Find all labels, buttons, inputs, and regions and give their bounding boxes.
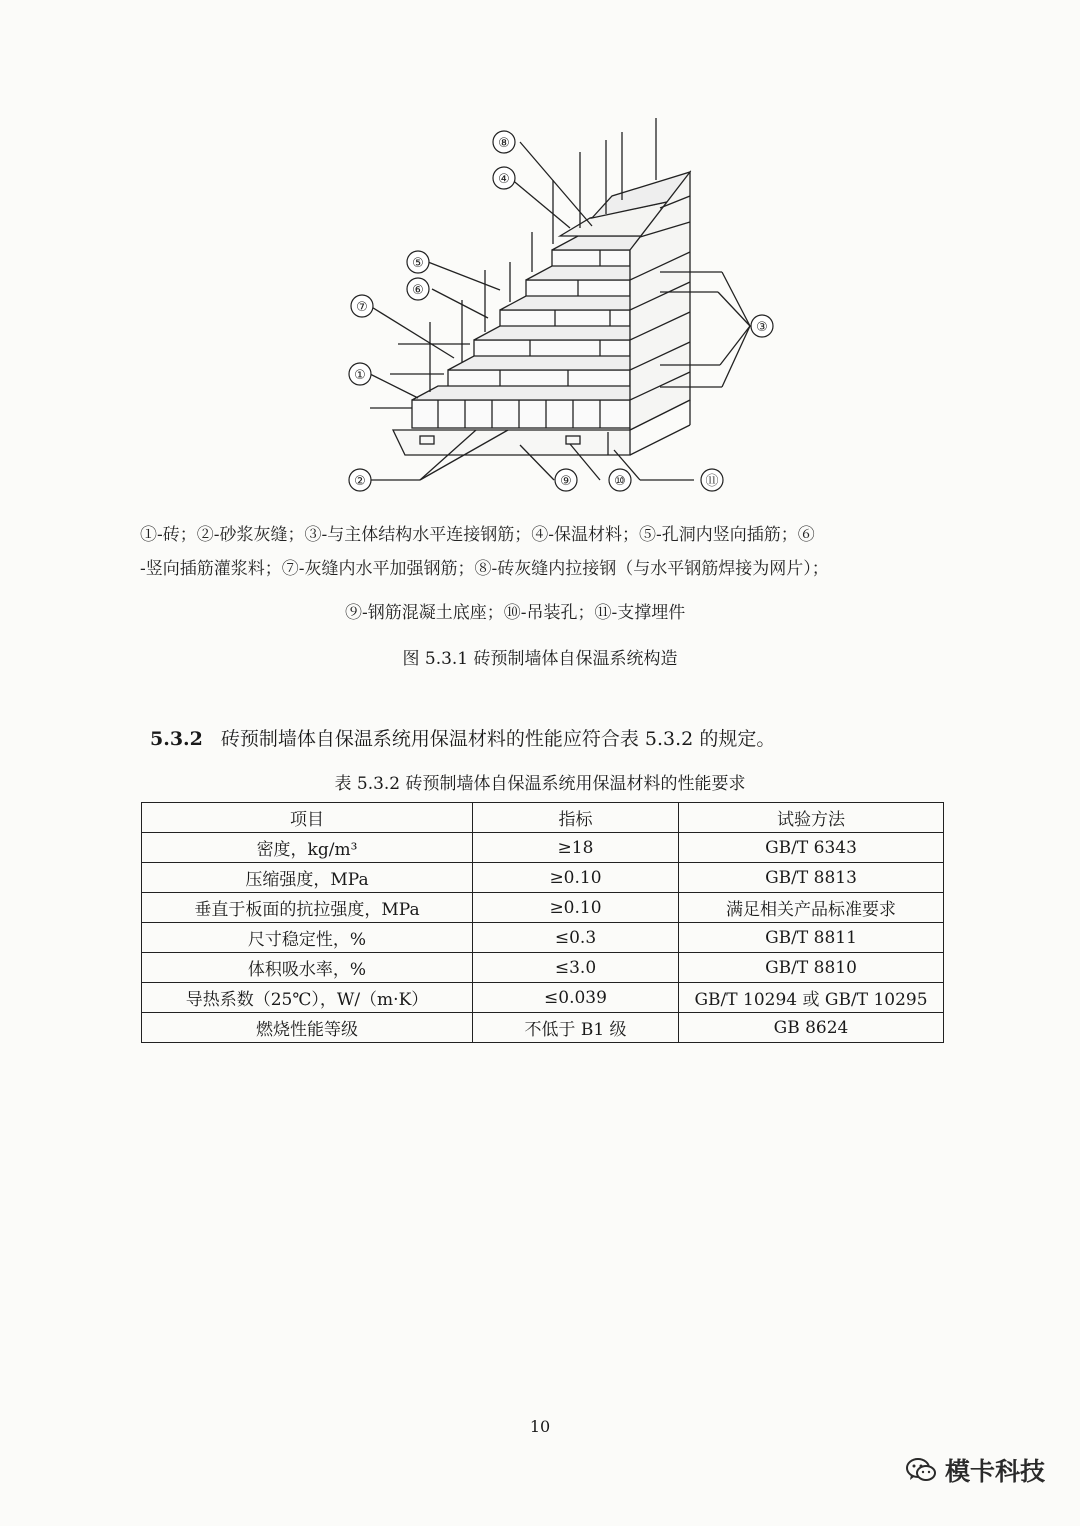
cell-method: GB 8624 (679, 1013, 944, 1043)
callout-7: ⑦ (356, 300, 368, 315)
table-row (142, 923, 944, 953)
clause-text: 砖预制墙体自保温系统用保温材料的性能应符合表 5.3.2 的规定。 (220, 728, 776, 750)
cell-indicator: ≥0.10 (473, 863, 679, 893)
cell-indicator: ≤0.039 (473, 983, 679, 1013)
callout-6: ⑥ (412, 283, 424, 298)
cell-method: GB/T 10294 或 GB/T 10295 (679, 983, 944, 1013)
cell-method: GB/T 8811 (679, 923, 944, 953)
figure-caption: 图 5.3.1 砖预制墙体自保温系统构造 (402, 649, 678, 669)
callout-8: ⑧ (498, 136, 510, 151)
cell-method: GB/T 6343 (679, 833, 944, 863)
header-test-method: 试验方法 (679, 803, 944, 833)
table-row (142, 833, 944, 863)
callout-9: ⑨ (560, 474, 572, 489)
table-row (142, 953, 944, 983)
legend-line-3: ⑨-钢筋混凝土底座；⑩-吊装孔；⑪-支撑埋件 (345, 603, 686, 623)
cell-item: 导热系数（25℃），W/（m·K） (142, 983, 473, 1013)
cell-method: GB/T 8810 (679, 953, 944, 983)
performance-table (141, 802, 944, 1043)
callout-1: ① (354, 368, 366, 383)
clause-5-3-2 (150, 724, 775, 751)
cell-item: 体积吸水率，% (142, 953, 473, 983)
table-row (142, 983, 944, 1013)
clause-number: 5.3.2 (150, 728, 203, 750)
cell-item: 燃烧性能等级 (142, 1013, 473, 1043)
cell-item: 密度，kg/m³ (142, 833, 473, 863)
cell-indicator: 不低于 B1 级 (473, 1013, 679, 1043)
callout-4: ④ (498, 172, 510, 187)
cell-indicator: ≥18 (473, 833, 679, 863)
callout-10: ⑩ (614, 474, 626, 489)
callout-11: ⑪ (705, 474, 719, 489)
header-indicator: 指标 (473, 803, 679, 833)
cell-indicator: ≤3.0 (473, 953, 679, 983)
table-row (142, 893, 944, 923)
cell-indicator: ≥0.10 (473, 893, 679, 923)
table-caption: 表 5.3.2 砖预制墙体自保温系统用保温材料的性能要求 (334, 774, 746, 794)
watermark-text: 模卡科技 (945, 1457, 1046, 1486)
table-row (142, 863, 944, 893)
callout-5: ⑤ (412, 256, 424, 271)
table-row (142, 1013, 944, 1043)
cell-item: 压缩强度，MPa (142, 863, 473, 893)
legend-line-2: -竖向插筋灌浆料；⑦-灰缝内水平加强钢筋；⑧-砖灰缝内拉接钢（与水平钢筋焊接为网片）； (140, 559, 829, 579)
callout-2: ② (354, 474, 366, 489)
watermark (905, 1452, 1045, 1488)
cell-method: 满足相关产品标准要求 (679, 893, 944, 923)
wechat-icon (905, 1456, 937, 1484)
page-number: 10 (529, 1417, 551, 1436)
cell-indicator: ≤0.3 (473, 923, 679, 953)
table-header-row (142, 803, 944, 833)
cell-method: GB/T 8813 (679, 863, 944, 893)
cell-item: 尺寸稳定性，% (142, 923, 473, 953)
callout-3: ③ (756, 320, 768, 335)
cell-item: 垂直于板面的抗拉强度，MPa (142, 893, 473, 923)
wall-construction-diagram (330, 115, 790, 500)
header-item: 项目 (142, 803, 473, 833)
legend-line-1: ①-砖；②-砂浆灰缝；③-与主体结构水平连接钢筋；④-保温材料；⑤-孔洞内竖向插筋；⑥ (140, 525, 815, 545)
